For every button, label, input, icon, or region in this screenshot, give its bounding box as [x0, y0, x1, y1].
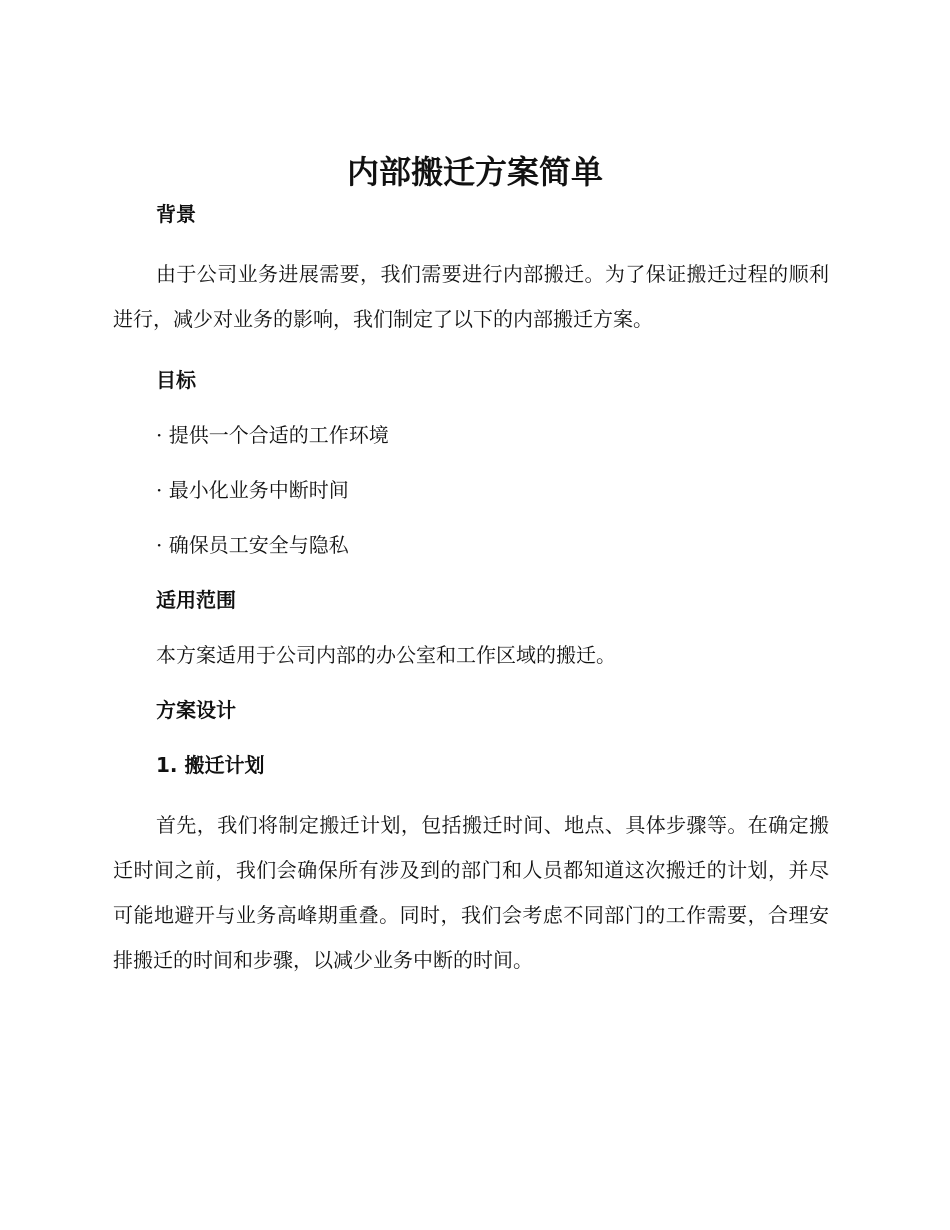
- section-heading-goals: 目标: [156, 368, 196, 392]
- subheading-relocation-plan: 1. 搬迁计划: [156, 753, 265, 777]
- relocation-plan-paragraph: 首先，我们将制定搬迁计划，包括搬迁时间、地点、具体步骤等。在确定搬迁时间之前，我们会确保所有涉及到的部门和人员都知道这次搬迁的计划，并尽可能地避开与业务高峰期重叠。同时，我们会考虑不同部门的工作需要，合理安排搬迁的时间和步骤，以减少业务中断的时间。: [113, 813, 829, 972]
- goal-item: · 提供一个合适的工作环境: [156, 423, 389, 447]
- section-heading-design: 方案设计: [156, 698, 236, 722]
- section-heading-background: 背景: [156, 202, 196, 226]
- goal-item: · 确保员工安全与隐私: [156, 533, 349, 557]
- scope-paragraph: 本方案适用于公司内部的办公室和工作区域的搬迁。: [156, 643, 616, 667]
- document-body: [113, 197, 829, 983]
- goal-item: · 最小化业务中断时间: [156, 478, 349, 502]
- background-paragraph: 由于公司业务进展需要，我们需要进行内部搬迁。为了保证搬迁过程的顺利进行，减少对业务的影响，我们制定了以下的内部搬迁方案。: [113, 262, 829, 331]
- section-heading-scope: 适用范围: [156, 588, 236, 612]
- document-title: 内部搬迁方案简单: [346, 153, 603, 191]
